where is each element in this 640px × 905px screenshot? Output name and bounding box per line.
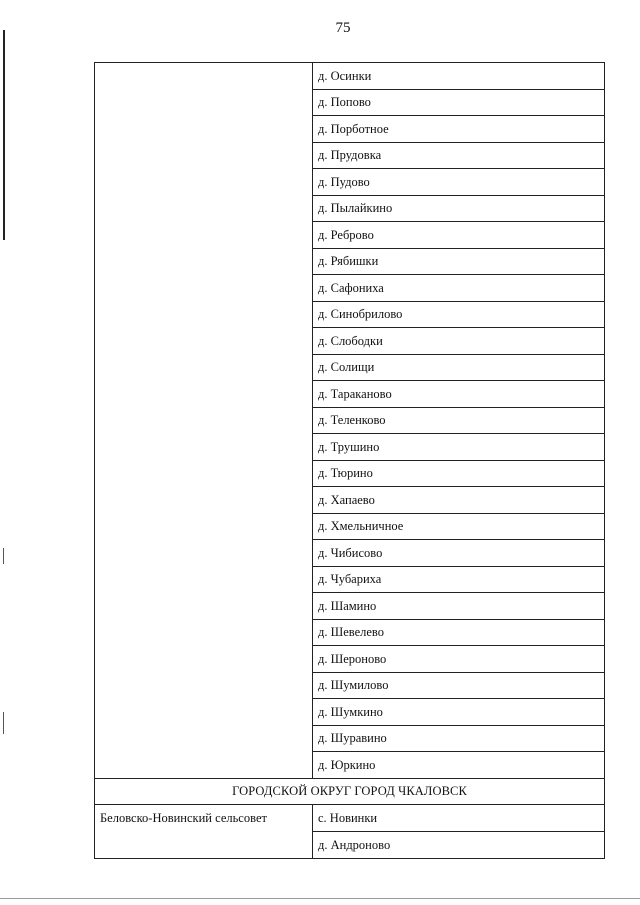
settlement-cell: д. Шевелево xyxy=(313,619,605,646)
scan-margin-line xyxy=(3,30,5,240)
settlement-cell: д. Попово xyxy=(313,89,605,116)
settlement-cell: д. Теленково xyxy=(313,407,605,434)
settlement-cell: д. Осинки xyxy=(313,63,605,90)
settlement-cell: д. Синобрилово xyxy=(313,301,605,328)
scan-margin-tick xyxy=(3,548,4,564)
settlements-table xyxy=(94,62,605,859)
settlement-cell: д. Сафониха xyxy=(313,275,605,302)
settlement-cell: д. Чибисово xyxy=(313,540,605,567)
settlement-cell: д. Шумилово xyxy=(313,672,605,699)
section-heading-row xyxy=(95,778,605,805)
scan-margin-tick xyxy=(3,712,4,734)
settlement-cell: с. Новинки xyxy=(313,805,605,832)
settlement-cell: д. Пылайкино xyxy=(313,195,605,222)
settlement-cell: д. Рябишки xyxy=(313,248,605,275)
settlement-cell: д. Пудово xyxy=(313,169,605,196)
settlement-cell: д. Шероново xyxy=(313,646,605,673)
settlement-cell: д. Хмельничное xyxy=(313,513,605,540)
page-number: 75 xyxy=(335,20,351,36)
table-row xyxy=(95,805,605,832)
settlement-cell: д. Порботное xyxy=(313,116,605,143)
settlement-cell: д. Андроново xyxy=(313,831,605,858)
table-row xyxy=(95,63,605,90)
settlement-cell: д. Тюрино xyxy=(313,460,605,487)
settlement-cell: д. Трушино xyxy=(313,434,605,461)
settlement-cell: д. Шамино xyxy=(313,593,605,620)
settlement-cell: д. Чубариха xyxy=(313,566,605,593)
section-heading: ГОРОДСКОЙ ОКРУГ ГОРОД ЧКАЛОВСК xyxy=(95,778,605,805)
settlement-cell: д. Прудовка xyxy=(313,142,605,169)
settlement-cell: д. Хапаево xyxy=(313,487,605,514)
settlement-cell: д. Шумкино xyxy=(313,699,605,726)
settlement-cell: д. Тараканово xyxy=(313,381,605,408)
settlement-cell: д. Солищи xyxy=(313,354,605,381)
district-name: Беловско-Новинский сельсовет xyxy=(95,805,313,859)
page-bottom-rule xyxy=(0,898,640,899)
district-cell-continued xyxy=(95,63,313,779)
settlement-cell: д. Слободки xyxy=(313,328,605,355)
settlement-cell: д. Реброво xyxy=(313,222,605,249)
settlement-cell: д. Шуравино xyxy=(313,725,605,752)
settlement-cell: д. Юркино xyxy=(313,752,605,779)
